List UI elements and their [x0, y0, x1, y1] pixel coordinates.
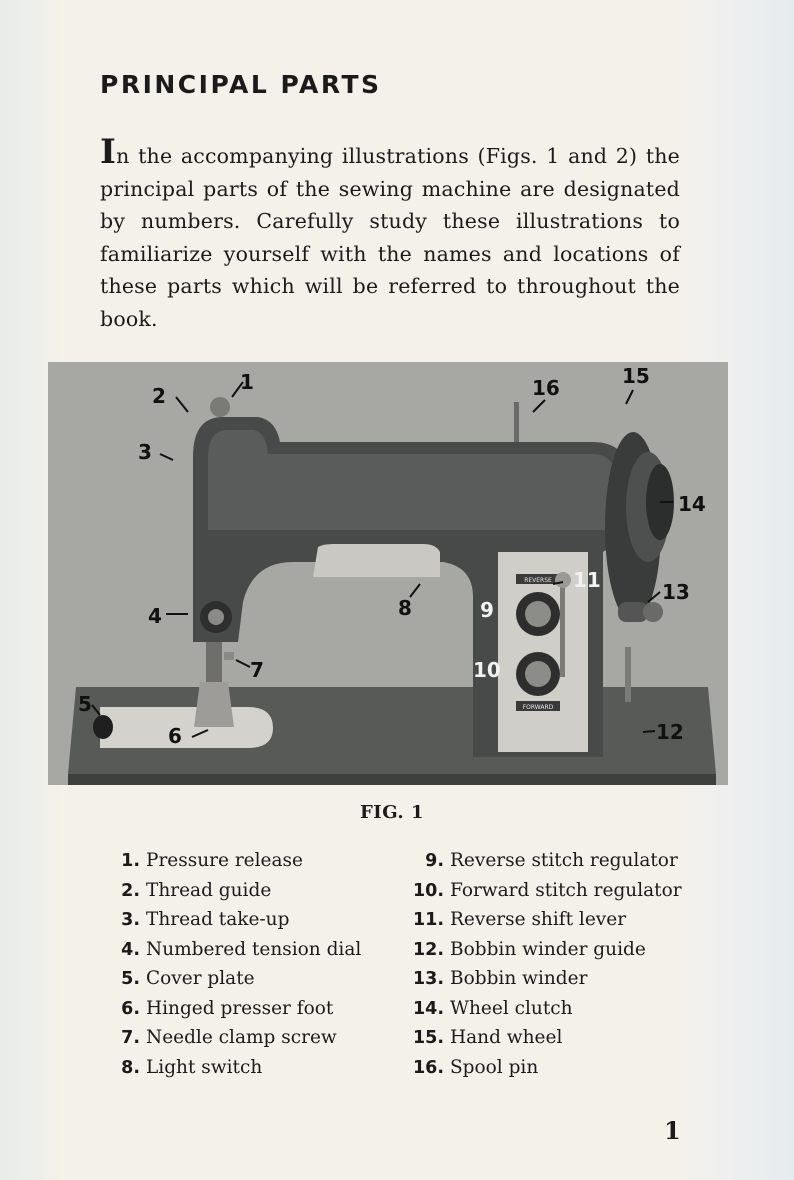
- page-heading: PRINCIPAL PARTS: [100, 70, 382, 99]
- callout-1: 1: [240, 370, 254, 394]
- callout-12: 12: [656, 720, 684, 744]
- part-label: Hand wheel: [450, 1027, 563, 1048]
- base-edge: [68, 774, 716, 785]
- part-label: Wheel clutch: [450, 997, 573, 1019]
- part-label: Cover plate: [146, 968, 255, 989]
- cover-plate-edge: [93, 715, 113, 739]
- parts-list-left: [108, 850, 361, 1086]
- intro-dropcap: I: [100, 132, 117, 172]
- list-item: [404, 968, 682, 998]
- presser-foot: [194, 682, 234, 727]
- part-label: Bobbin winder: [450, 968, 588, 989]
- part-number: 2.: [121, 880, 140, 901]
- list-item: [404, 939, 682, 969]
- part-label: Hinged presser foot: [146, 997, 334, 1019]
- part-number: 8.: [121, 1057, 140, 1078]
- part-number: 5.: [121, 969, 140, 989]
- lever-knob: [555, 572, 571, 588]
- intro-paragraph: [100, 132, 680, 335]
- callout-15: 15: [622, 364, 650, 388]
- part-label: Numbered tension dial: [146, 938, 362, 960]
- part-number: 14.: [412, 998, 444, 1019]
- list-item: [108, 968, 361, 998]
- part-number: 6.: [121, 998, 140, 1019]
- cover-plate: [100, 707, 273, 748]
- part-number: 11.: [412, 910, 444, 930]
- part-label: Spool pin: [450, 1056, 539, 1078]
- list-item: [108, 880, 361, 910]
- callout-3: 3: [138, 440, 152, 464]
- forward-label: FORWARD: [522, 704, 554, 711]
- list-item: [404, 1057, 682, 1087]
- part-number: 3.: [121, 910, 140, 930]
- callout-5: 5: [78, 692, 92, 716]
- part-label: Bobbin winder guide: [450, 938, 646, 960]
- part-label: Thread take-up: [146, 909, 290, 930]
- part-label: Thread guide: [146, 879, 272, 901]
- callout-6: 6: [168, 724, 182, 748]
- list-item: [108, 939, 361, 969]
- part-number: 13.: [412, 969, 444, 989]
- callout-9: 9: [480, 598, 494, 622]
- sewing-machine-figure: [48, 362, 728, 785]
- page-number: 1: [664, 1116, 681, 1145]
- list-item: [108, 850, 361, 880]
- intro-text: n the accompanying illustrations (Figs. 1 and 2) the principal parts of the sewing machine are designated by numbers. Carefully study these illustrations to familiarize yourself with the names and locations of these parts which will be referred to throughout the book.: [100, 144, 680, 331]
- list-item: [404, 880, 682, 910]
- part-label: Pressure release: [146, 850, 303, 871]
- light-window: [313, 544, 440, 577]
- parts-list-right: [404, 850, 682, 1086]
- part-number: 16.: [412, 1057, 444, 1078]
- list-item: [108, 909, 361, 939]
- part-number: 7.: [121, 1028, 140, 1048]
- reverse-dial-center: [525, 601, 551, 627]
- sewing-machine-illustration: [48, 362, 728, 785]
- bobbin-winder-cap: [643, 602, 663, 622]
- part-number: 9.: [425, 851, 444, 871]
- reverse-shift-lever: [560, 582, 565, 677]
- part-label: Forward stitch regulator: [450, 879, 682, 901]
- callout-10: 10: [473, 658, 501, 682]
- figure-caption: FIG. 1: [360, 802, 424, 823]
- callout-2: 2: [152, 384, 166, 408]
- list-item: [404, 850, 682, 880]
- callout-8: 8: [398, 596, 412, 620]
- part-label: Light switch: [146, 1056, 263, 1078]
- list-item: [108, 998, 361, 1028]
- part-number: 12.: [412, 939, 444, 960]
- part-label: Reverse stitch regulator: [450, 850, 678, 871]
- part-label: Needle clamp screw: [146, 1027, 337, 1048]
- list-item: [404, 998, 682, 1028]
- pressure-release-knob: [210, 397, 230, 417]
- bobbin-spindle: [625, 647, 631, 702]
- needle-bar: [206, 642, 222, 682]
- part-number: 10.: [412, 880, 444, 901]
- tension-dial-center: [208, 609, 224, 625]
- list-item: [404, 909, 682, 939]
- list-item: [108, 1057, 361, 1087]
- part-number: 4.: [121, 939, 140, 960]
- part-number: 1.: [121, 851, 140, 871]
- list-item: [404, 1027, 682, 1057]
- spool-pin: [514, 402, 519, 442]
- list-item: [108, 1027, 361, 1057]
- callout-4: 4: [148, 604, 162, 628]
- callout-13: 13: [662, 580, 690, 604]
- callout-11: 11: [573, 568, 601, 592]
- callout-16: 16: [532, 376, 560, 400]
- part-label: Reverse shift lever: [450, 909, 627, 930]
- callout-7: 7: [250, 658, 264, 682]
- callout-14: 14: [678, 492, 706, 516]
- part-number: 15.: [412, 1028, 444, 1048]
- needle-clamp-screw: [224, 652, 234, 660]
- forward-dial-center: [525, 661, 551, 687]
- reverse-label: REVERSE: [524, 577, 552, 584]
